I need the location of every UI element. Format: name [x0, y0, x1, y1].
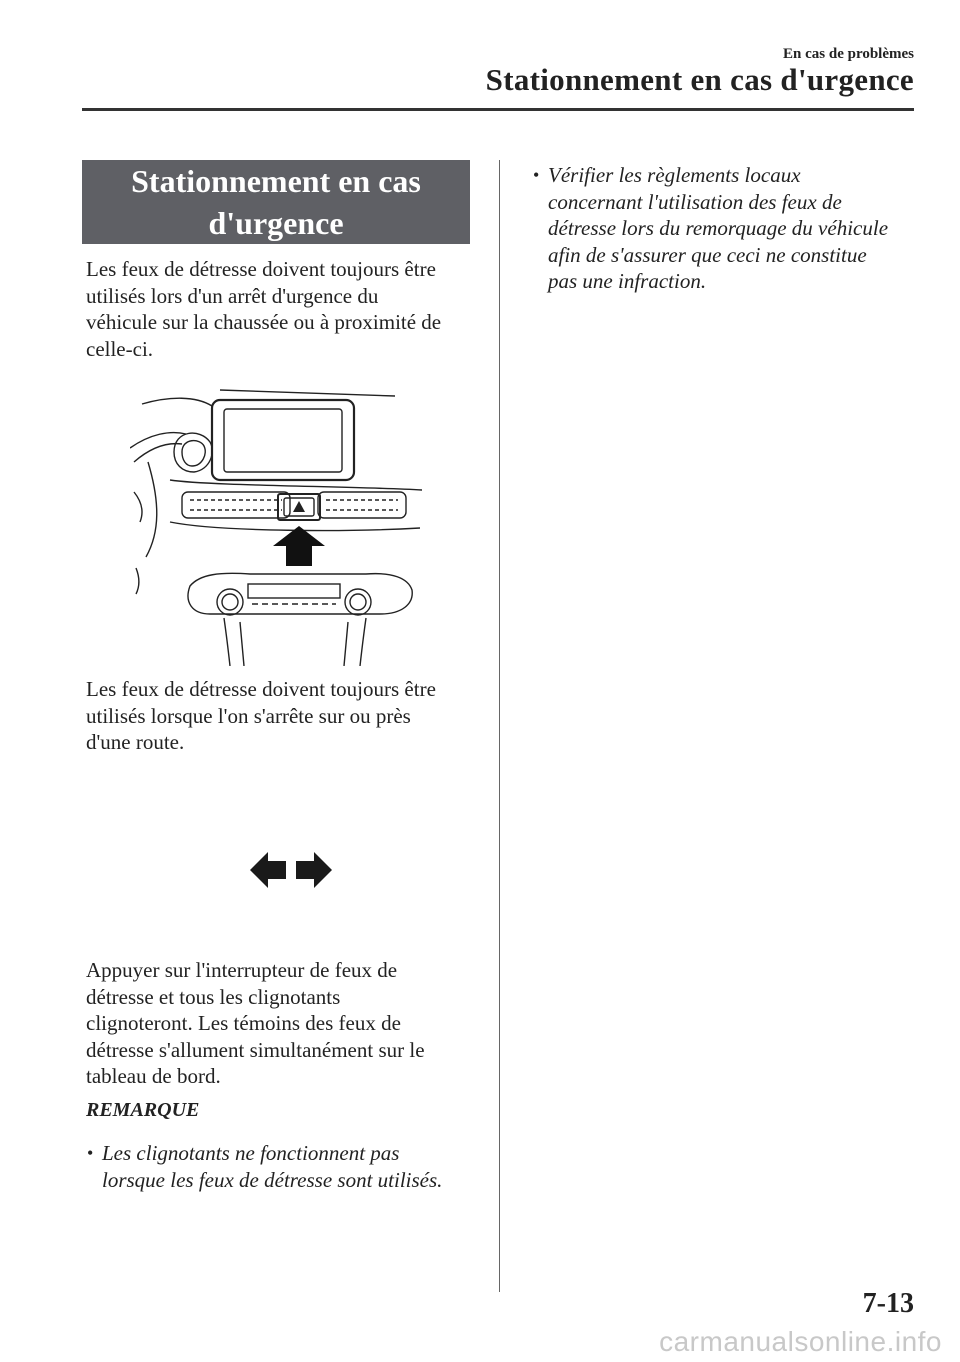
section-title-line: d'urgence	[208, 205, 344, 241]
section-title-box	[82, 160, 470, 244]
column-divider	[499, 160, 500, 1292]
page-number: 7-13	[862, 1288, 914, 1319]
intro-paragraph: Les feux de détresse doivent toujours être utilisés lors d'un arrêt d'urgence du véhicule sur la chaussée ou à proximité de celle-ci.	[86, 257, 442, 361]
note-bullet-right: • Vérifier les règlements locaux concernant l'utilisation des feux de détresse lors du remorquage du véhicule afin de s'assurer que ceci ne constitue pas une infraction.	[533, 163, 889, 293]
section-title-line: Stationnement en cas	[131, 163, 421, 199]
third-paragraph: Appuyer sur l'interrupteur de feux de détresse et tous les clignotants clignoteront. Les témoins des feux de détresse s'allument simultanément sur le tableau de bord.	[86, 958, 425, 1088]
header-rule	[82, 108, 914, 111]
footer-watermark	[0, 1322, 960, 1362]
second-paragraph: Les feux de détresse doivent toujours être utilisés lorsque l'on s'arrête sur ou près d'une route.	[86, 677, 436, 754]
bullet-dot: •	[533, 165, 540, 185]
bullet-dot: •	[87, 1143, 94, 1163]
note-label: REMARQUE	[86, 1099, 200, 1121]
hazard-switch-illustration	[130, 382, 422, 666]
turn-signal-arrows-icon	[250, 850, 332, 890]
header-title: Stationnement en cas d'urgence	[485, 62, 914, 97]
note-bullet-left: • Les clignotants ne fonctionnent pas lorsque les feux de détresse sont utilisés.	[87, 1141, 443, 1192]
footer-url-text[interactable]: carmanualsonline.info	[659, 1326, 942, 1357]
header-section-name: En cas de problèmes	[783, 46, 914, 62]
